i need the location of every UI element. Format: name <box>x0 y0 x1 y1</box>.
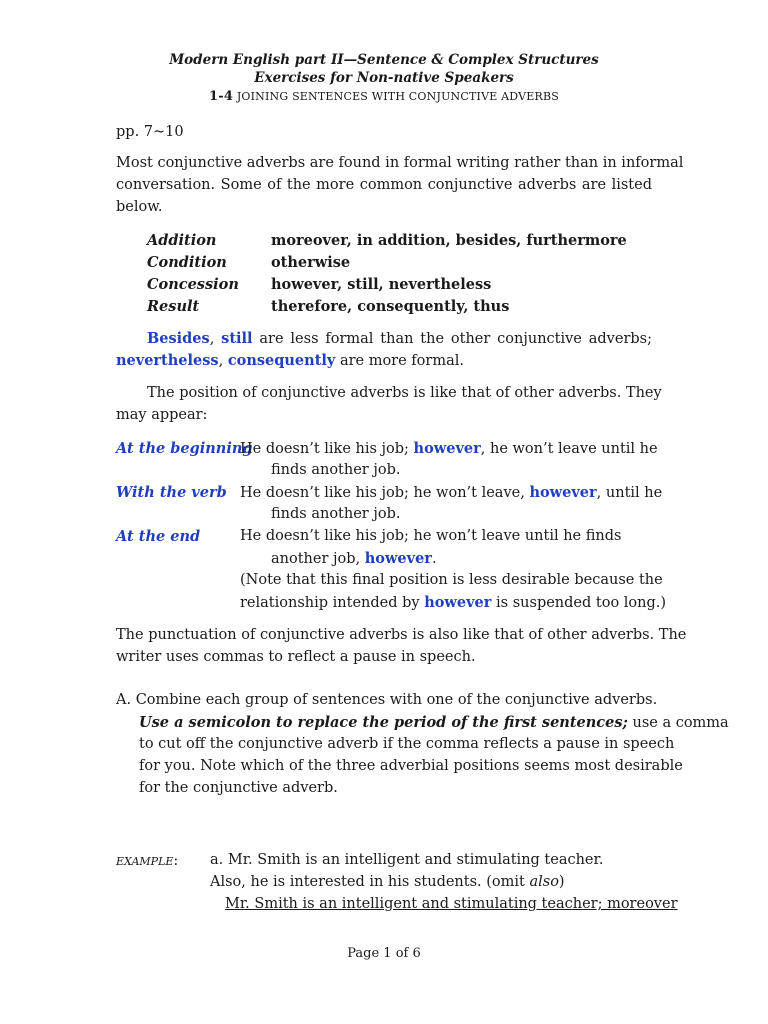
example-sentence-2: Also, he is interested in his students. (omit also) <box>210 874 565 890</box>
table-words: otherwise <box>271 254 351 271</box>
page-footer: Page 1 of 6 <box>347 946 421 961</box>
intro-line-1: Most conjunctive adverbs are found in formal writing rather than in informal <box>116 155 684 171</box>
example-end-cont: another job, however. <box>271 550 437 567</box>
exercise-a-line-1: A. Combine each group of sentences with one of the conjunctive adverbs. <box>116 692 658 708</box>
punctuation-line-1: The punctuation of conjunctive adverbs is also like that of other adverbs. The <box>116 627 687 643</box>
example-beginning-cont: finds another job. <box>271 462 401 478</box>
keyword-however: however <box>413 440 481 457</box>
example-end: He doesn’t like his job; he won’t leave until he finds <box>240 528 622 544</box>
example-end-note-2: relationship intended by however is suspended too long.) <box>240 594 667 611</box>
example-end-note-1: (Note that this final position is less desirable because the <box>240 572 663 588</box>
position-line-2: may appear: <box>116 407 208 423</box>
example-answer: Mr. Smith is an intelligent and stimulating teacher; moreover <box>225 896 678 912</box>
keyword-however: however <box>424 594 492 611</box>
table-term: Concession <box>147 276 239 293</box>
example-sentence-1: a. Mr. Smith is an intelligent and stimulating teacher. <box>210 852 604 868</box>
example-beginning: He doesn’t like his job; however, he won’t leave until he <box>240 440 658 457</box>
table-words: however, still, nevertheless <box>271 276 492 293</box>
table-term: Result <box>147 298 200 315</box>
label-verb: With the verb <box>116 484 227 501</box>
intro-line-3: below. <box>116 199 163 215</box>
keyword-however: however <box>529 484 597 501</box>
example-label: EXAMPLE: <box>116 853 179 869</box>
section-heading <box>0 89 768 104</box>
intro-line-2: conversation. Some of the more common conjunctive adverbs are listed <box>116 177 652 193</box>
document-subtitle: Exercises for Non-native Speakers <box>254 70 514 86</box>
exercise-a-line-2: Use a semicolon to replace the period of the first sentences; use a comma <box>139 714 729 731</box>
keyword-besides: Besides <box>147 330 210 347</box>
table-words: moreover, in addition, besides, furthermore <box>271 232 627 249</box>
keyword-however: however <box>364 550 432 567</box>
semicolon-instruction: Use a semicolon to replace the period of the first sentences; <box>139 714 628 731</box>
section-number: 1-4 <box>209 89 234 104</box>
label-end: At the end <box>116 528 201 545</box>
exercise-a-line-5: for the conjunctive adverb. <box>139 780 338 796</box>
table-words: therefore, consequently, thus <box>271 298 510 315</box>
exercise-a-line-4: for you. Note which of the three adverbial positions seems most desirable <box>139 758 683 774</box>
exercise-a-line-3: to cut off the conjunctive adverb if the comma reflects a pause in speech <box>139 736 675 752</box>
keyword-consequently: consequently <box>227 352 336 369</box>
punctuation-line-2: writer uses commas to reflect a pause in speech. <box>116 649 476 665</box>
section-title: JOINING SENTENCES WITH CONJUNCTIVE ADVERBS <box>236 90 559 103</box>
formality-line-1: Besides, still are less formal than the other conjunctive adverbs; <box>147 330 652 347</box>
document-title: Modern English part II—Sentence & Complex Structures <box>169 52 599 68</box>
table-term: Condition <box>147 254 227 271</box>
formality-line-2: nevertheless, consequently are more formal. <box>116 352 464 369</box>
keyword-nevertheless: nevertheless <box>116 352 219 369</box>
table-term: Addition <box>147 232 217 249</box>
page-reference: pp. 7~10 <box>116 124 184 140</box>
example-verb: He doesn’t like his job; he won’t leave, however, until he <box>240 484 663 501</box>
label-beginning: At the beginning <box>116 440 253 457</box>
position-line-1: The position of conjunctive adverbs is like that of other adverbs. They <box>147 385 662 401</box>
example-verb-cont: finds another job. <box>271 506 401 522</box>
keyword-still: still <box>221 330 253 347</box>
